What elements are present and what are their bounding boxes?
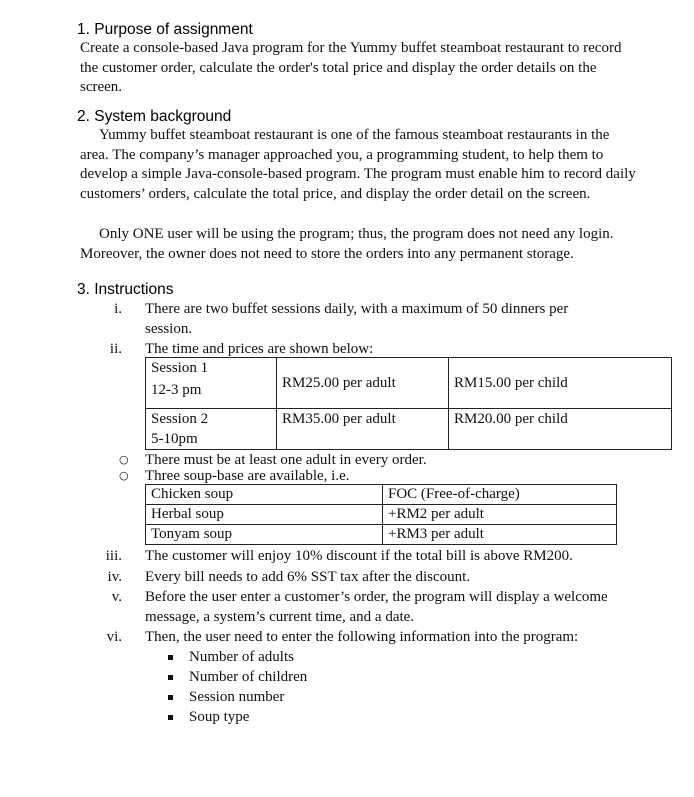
soup-name-cell: Tonyam soup [146,525,383,545]
item-text: Before the user enter a customer’s order, the program will display a welcome message, a system’s current time, and a date. [145,589,608,625]
item-number: ii. [109,341,122,357]
item-text: There are two buffet sessions daily, with a maximum of 50 dinners per session. [145,301,569,337]
square-bullet-icon [168,695,173,700]
table-row [146,505,617,525]
item-number: v. [111,589,122,605]
soup-price-table [145,484,617,545]
section-1-body: Create a console-based Java program for the Yummy buffet steamboat restaurant to record the customer order, calculate the order's total price and display the order details on the screen. [80,40,622,95]
session-cell [146,409,277,450]
sub-bullet-text: There must be at least one adult in every order. [145,452,427,468]
session-label: Session 1 [151,360,209,376]
child-price-cell: RM15.00 per child [449,358,672,409]
input-item: Number of adults [189,649,294,665]
adult-price-cell: RM25.00 per adult [277,358,449,409]
soup-price-cell: FOC (Free-of-charge) [383,485,617,505]
input-item: Soup type [189,709,250,725]
adult-price-cell: RM35.00 per adult [277,409,449,450]
session-time: 5-10pm [151,431,198,447]
square-bullet-icon [168,715,173,720]
item-number: vi. [106,629,122,645]
table-row [146,485,617,505]
section-2-paragraph-2: Only ONE user will be using the program; thus, the program does not need any login. Moreover, the owner does not need to store the orders into any permanent storage. [80,226,614,262]
item-number: iii. [105,548,122,564]
square-bullet-icon [168,655,173,660]
item-text: The customer will enjoy 10% discount if the total bill is above RM200. [145,548,573,564]
circle-bullet-icon: ○ [119,469,129,482]
item-text: Every bill needs to add 6% SST tax after the discount. [145,569,471,585]
square-bullet-icon [168,675,173,680]
sub-bullet-text: Three soup-base are available, i.e. [145,468,350,484]
table-row [146,525,617,545]
soup-price-cell: +RM3 per adult [383,525,617,545]
input-item: Session number [189,689,285,705]
child-price-cell: RM20.00 per child [449,409,672,450]
session-cell [146,358,277,409]
item-number: iv. [107,569,122,585]
table-row [146,358,672,409]
soup-name-cell: Chicken soup [146,485,383,505]
item-text: The time and prices are shown below: [145,341,374,357]
session-price-table [145,357,672,450]
section-1-title: 1. Purpose of assignment [77,21,253,38]
table-row [146,409,672,450]
input-item: Number of children [189,669,308,685]
section-3-title: 3. Instructions [77,281,174,298]
item-number: i. [114,301,122,317]
soup-name-cell: Herbal soup [146,505,383,525]
session-time: 12-3 pm [151,382,202,398]
soup-price-cell: +RM2 per adult [383,505,617,525]
circle-bullet-icon: ○ [119,453,129,466]
section-2-paragraph-1: Yummy buffet steamboat restaurant is one of the famous steamboat restaurants in the area. The company’s manager approached you, a programming student, to help them to develop a simple Java-console-based program. The program must enable him to record daily customers’ orders, calculate the total price, and display the order detail on the screen. [80,127,636,202]
section-2-title: 2. System background [77,108,232,125]
session-label: Session 2 [151,411,209,427]
item-text: Then, the user need to enter the following information into the program: [145,629,579,645]
